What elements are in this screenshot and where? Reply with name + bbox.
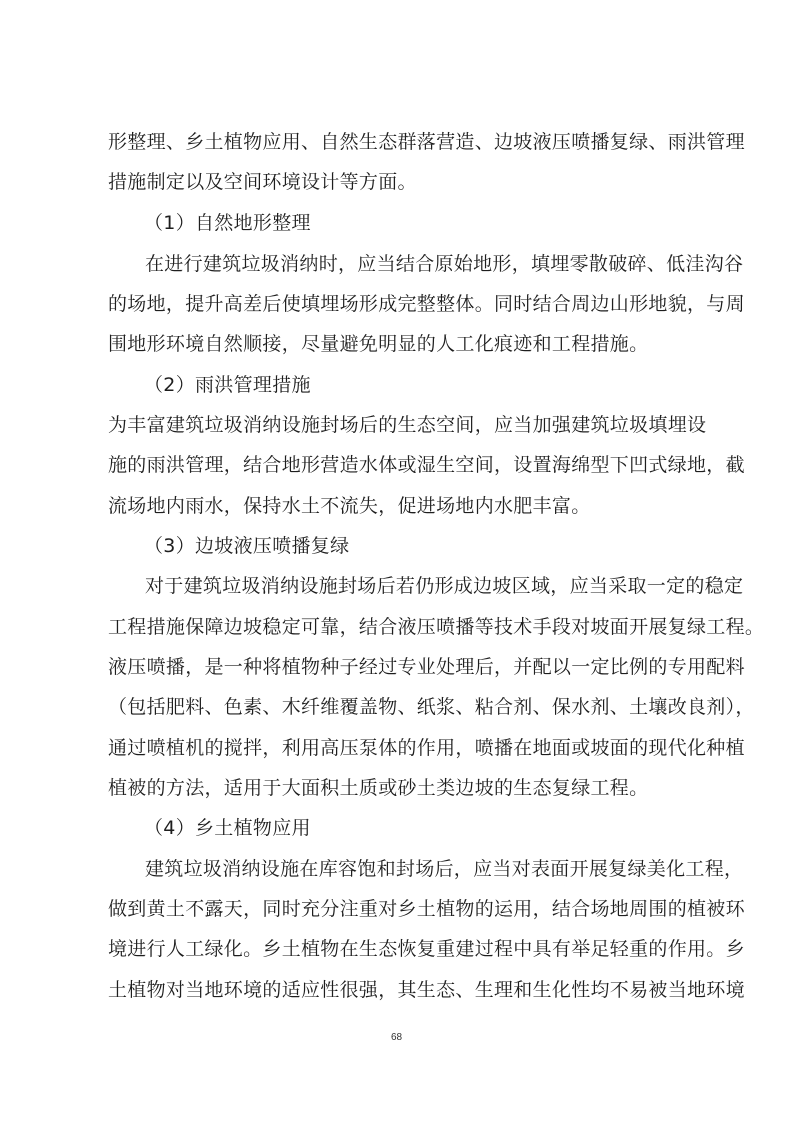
section-3-line-2: 工程措施保障边坡稳定可靠，结合液压喷播等技术手段对坡面开展复绿工程。 [108, 616, 765, 638]
section-2-line-3: 流场地内雨水，保持水土不流失，促进场地内水肥丰富。 [108, 495, 591, 517]
section-3-line-4: （包括肥料、色素、木纤维覆盖物、纸浆、粘合剂、保水剂、土壤改良剂）， [108, 696, 755, 718]
section-3-line-3: 液压喷播，是一种将植物种子经过专业处理后，并配以一定比例的专用配料 [108, 656, 745, 678]
section-4-line-4: 土植物对当地环境的适应性很强，其生态、生理和生化性均不易被当地环境 [108, 979, 745, 1001]
section-3-line-1: 对于建筑垃圾消纳设施封场后若仍形成边坡区域，应当采取一定的稳定 [145, 575, 744, 597]
page-number: 68 [390, 1032, 403, 1043]
section-2-line-2: 施的雨洪管理，结合地形营造水体或湿生空间，设置海绵型下凹式绿地，截 [108, 454, 745, 476]
section-4-heading: （4）乡土植物应用 [144, 817, 311, 839]
section-4-line-2: 做到黄土不露天，同时充分注重对乡土植物的运用，结合场地周围的植被环 [108, 898, 745, 920]
section-1-heading: （1）自然地形整理 [144, 212, 311, 234]
section-1-line-2: 的场地，提升高差后使填埋场形成完整整体。同时结合周边山形地貌，与周 [108, 293, 745, 315]
intro-line-2: 措施制定以及空间环境设计等方面。 [108, 171, 417, 193]
section-1-line-1: 在进行建筑垃圾消纳时，应当结合原始地形，填埋零散破碎、低洼沟谷 [145, 253, 744, 275]
section-2-heading: （2）雨洪管理措施 [144, 374, 311, 396]
section-2-line-1: 为丰富建筑垃圾消纳设施封场后的生态空间，应当加强建筑垃圾填埋设 [108, 414, 707, 436]
section-4-line-3: 境进行人工绿化。乡土植物在生态恢复重建过程中具有举足轻重的作用。乡 [108, 938, 745, 960]
section-3-line-5: 通过喷植机的搅拌，利用高压泵体的作用，喷播在地面或坡面的现代化种植 [108, 737, 745, 759]
section-1-line-3: 围地形环境自然顺接，尽量避免明显的人工化痕迹和工程措施。 [108, 333, 649, 355]
section-3-line-6: 植被的方法，适用于大面积土质或砂土类边坡的生态复绿工程。 [108, 777, 649, 799]
intro-line-1: 形整理、乡土植物应用、自然生态群落营造、边坡液压喷播复绿、雨洪管理 [108, 131, 745, 153]
section-4-line-1: 建筑垃圾消纳设施在库容饱和封场后，应当对表面开展复绿美化工程， [145, 858, 744, 880]
section-3-heading: （3）边坡液压喷播复绿 [144, 535, 350, 557]
